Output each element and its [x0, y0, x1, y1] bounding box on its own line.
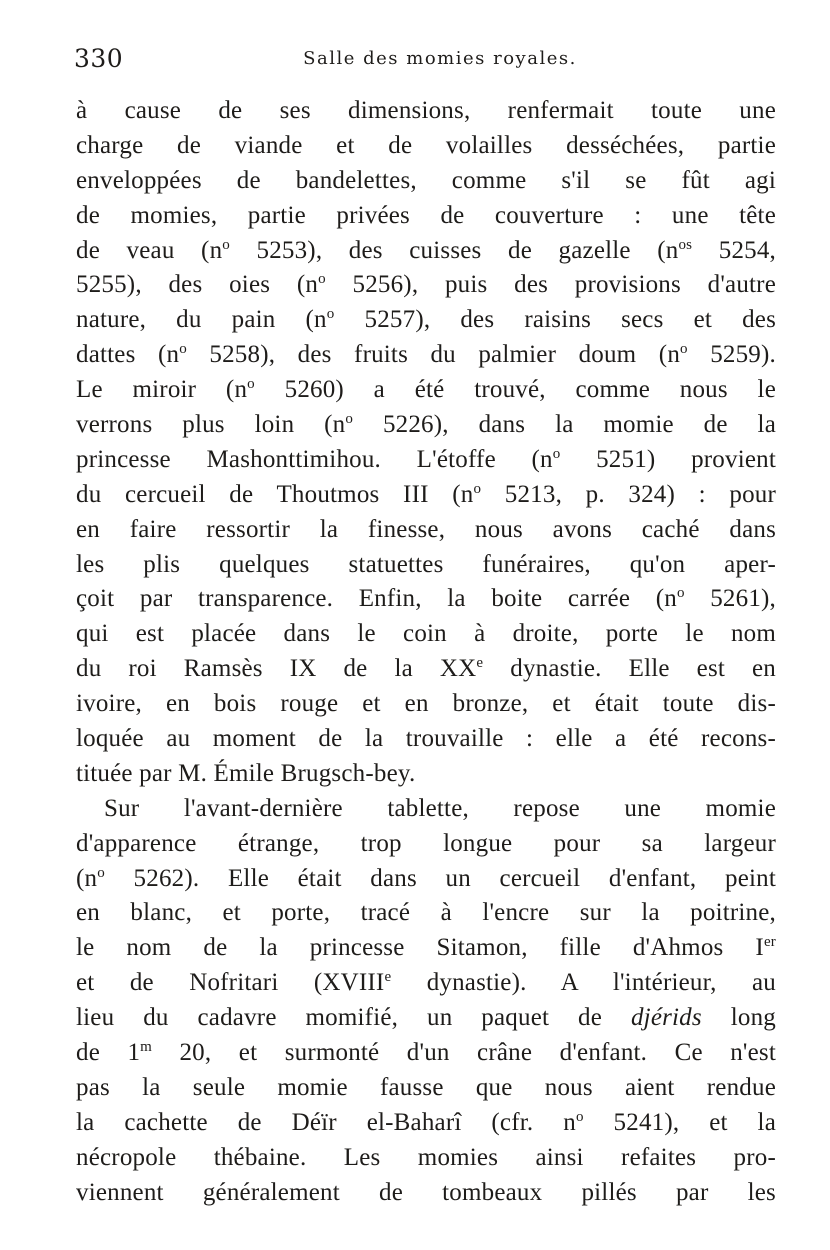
text-line: [76, 268, 776, 303]
text-line: [76, 164, 776, 199]
superscript: o: [676, 585, 685, 602]
superscript: o: [97, 864, 105, 881]
text-line: [76, 896, 776, 931]
superscript: o: [575, 1108, 584, 1125]
body-text: [76, 94, 776, 1211]
text-segment: Le miroir (n: [76, 376, 248, 404]
text-line: [76, 1071, 776, 1106]
text-line: [76, 582, 776, 617]
text-line: [76, 966, 776, 1001]
running-title: Salle des momies royales.: [303, 48, 577, 69]
text-segment: d'apparence étrange, trop longue pour sa largeur: [76, 829, 776, 857]
text-segment: à cause de ses dimensions, renfermait toute une: [76, 97, 776, 124]
text-line: [76, 1176, 776, 1211]
text-line: [76, 94, 776, 129]
page-header: [74, 44, 776, 78]
text-line: [76, 373, 776, 408]
text-segment: 20, et surmonté d'un crâne d'enfant. Ce n'est: [152, 1039, 776, 1067]
text-line: [76, 1001, 776, 1036]
text-segment: lieu du cadavre momifié, un paquet de: [76, 1004, 631, 1032]
text-line: [76, 617, 776, 652]
superscript: o: [247, 376, 255, 393]
text-segment: 5253), des cuisses de gazelle (n: [229, 236, 679, 264]
text-segment: dynastie. Elle est en: [483, 655, 777, 683]
text-segment: çoit par transparence. Enfin, la boite carrée (n: [76, 585, 677, 613]
text-segment: long: [701, 1004, 776, 1032]
text-segment: les plis quelques statuettes funéraires, qu'on aper-: [76, 550, 776, 578]
text-segment: ivoire, en bois rouge et en bronze, et était toute dis-: [76, 690, 776, 718]
text-segment: nature, du pain (n: [76, 306, 327, 334]
superscript: o: [345, 411, 354, 428]
superscript: o: [222, 236, 230, 253]
text-line: [76, 408, 776, 443]
text-segment: loquée au moment de la trouvaille : elle a été recons-: [76, 725, 776, 753]
text-line: [76, 687, 776, 722]
text-segment: enveloppées de bandelettes, comme s'il se fût agi: [76, 166, 776, 194]
text-segment: le nom de la princesse Sitamon, fille d'Ahmos I: [76, 934, 764, 962]
text-line: [76, 513, 776, 548]
text-segment: charge de viande et de volailles desséchées, partie: [76, 131, 776, 159]
text-line: [76, 548, 776, 583]
text-line: [76, 931, 776, 966]
text-segment: dynastie). A l'intérieur, au: [391, 969, 776, 997]
text-segment: nécropole thébaine. Les momies ainsi refaites pro-: [76, 1143, 776, 1171]
text-line: [76, 443, 776, 478]
superscript: m: [140, 1039, 153, 1056]
text-line: [76, 1106, 776, 1141]
text-segment: Sur l'avant-dernière tablette, repose une momie: [104, 794, 776, 822]
text-segment: du roi Ramsès IX de la XX: [76, 655, 477, 683]
text-segment: (n: [76, 864, 98, 892]
text-line: [76, 199, 776, 234]
text-segment: 5262). Elle était dans un cercueil d'enfant, peint: [104, 864, 776, 892]
text-line: [76, 792, 776, 827]
text-line: [76, 722, 776, 757]
text-segment: tituée par M. Émile Brugsch-bey.: [76, 759, 416, 787]
text-segment: 5260) a été trouvé, comme nous le: [254, 376, 776, 404]
text-segment: qui est placée dans le coin à droite, porte le nom: [76, 620, 776, 648]
text-segment: de 1: [76, 1039, 141, 1067]
text-segment: 5256), puis des provisions d'autre: [325, 271, 776, 299]
text-segment: 5258), des fruits du palmier doum (n: [186, 341, 681, 369]
superscript: e: [476, 655, 484, 672]
superscript: o: [552, 445, 561, 462]
text-segment: verrons plus loin (n: [76, 411, 346, 439]
superscript: o: [179, 341, 187, 358]
superscript: o: [680, 341, 688, 358]
text-segment: dattes (n: [76, 341, 180, 369]
text-segment: pas la seule momie fausse que nous aient rendue: [76, 1073, 776, 1101]
superscript: o: [326, 306, 335, 323]
text-segment: 5241), et la: [583, 1108, 776, 1136]
superscript: os: [678, 236, 693, 253]
text-segment: 5257), des raisins secs et des: [334, 306, 777, 334]
text-segment: 5226), dans la momie de la: [353, 411, 776, 439]
text-segment: 5259).: [687, 341, 776, 369]
text-line: [76, 129, 776, 164]
text-line: [76, 478, 776, 513]
text-line: [76, 827, 776, 862]
text-segment: et de Nofritari (XVIII: [76, 969, 385, 997]
text-line: [76, 1141, 776, 1176]
text-line: [76, 862, 776, 897]
text-segment: en faire ressortir la finesse, nous avons caché dans: [76, 515, 776, 543]
text-segment: 5213, p. 324) : pour: [481, 480, 776, 508]
text-segment: de momies, partie privées de couverture : une tête: [76, 201, 776, 229]
text-line: [76, 1036, 776, 1071]
text-segment: de veau (n: [76, 236, 223, 264]
text-line: [76, 338, 776, 373]
superscript: e: [384, 969, 392, 986]
text-line: [76, 303, 776, 338]
text-segment: 5251) provient: [560, 445, 776, 473]
text-segment: la cachette de Déïr el-Baharî (cfr. n: [76, 1108, 576, 1136]
text-segment: 5255), des oies (n: [76, 271, 319, 299]
superscript: o: [318, 271, 326, 288]
italic-text: djérids: [630, 1004, 702, 1032]
text-line: [76, 234, 776, 269]
text-line: [76, 757, 776, 792]
text-segment: 5254,: [692, 236, 776, 264]
text-segment: 5261),: [684, 585, 776, 613]
superscript: er: [763, 934, 776, 951]
page-number: 330: [74, 44, 124, 73]
text-segment: en blanc, et porte, tracé à l'encre sur la poitrine,: [76, 899, 776, 927]
text-segment: princesse Mashonttimihou. L'étoffe (n: [76, 445, 553, 473]
text-segment: viennent généralement de tombeaux pillés par les: [76, 1178, 776, 1206]
text-segment: du cercueil de Thoutmos III (n: [76, 480, 474, 508]
text-line: [76, 652, 776, 687]
superscript: o: [473, 480, 482, 497]
